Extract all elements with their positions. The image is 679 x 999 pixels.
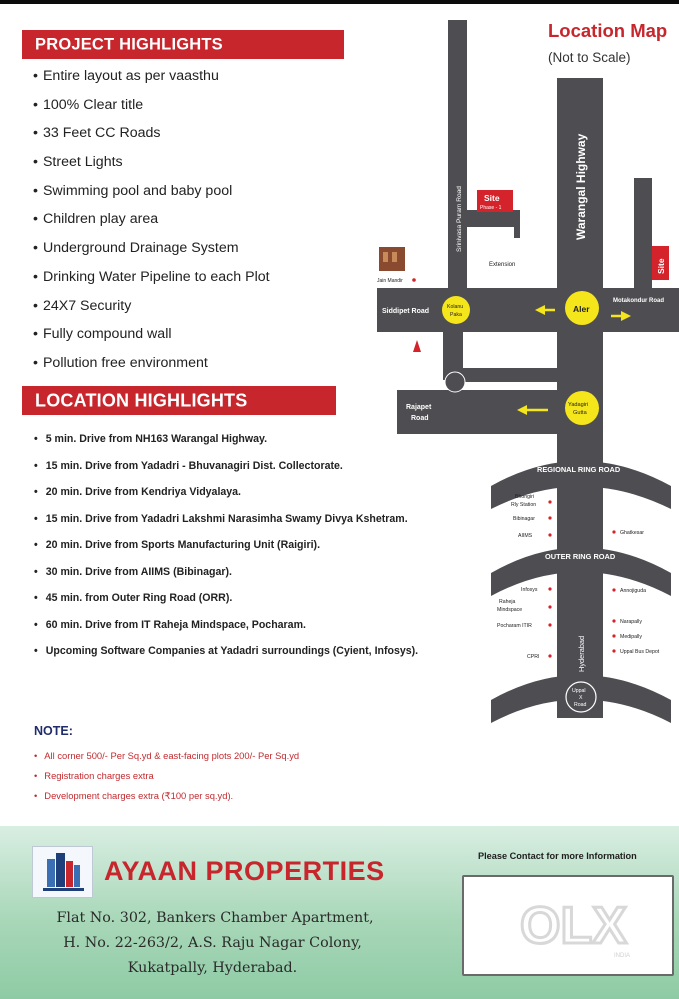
list-item: • 20 min. Drive from Sports Manufacturing Unit (Raigiri).	[34, 532, 418, 559]
yadagiri-label-line1: Yadagiri	[568, 402, 589, 408]
outer-ring-road-label: OUTER RING ROAD	[545, 552, 616, 561]
building-logo-icon	[33, 847, 94, 899]
uppal-label-line3: Road	[574, 702, 587, 708]
list-item: • Upcoming Software Companies at Yadadri surroundings (Cyient, Infosys).	[34, 638, 418, 665]
rajapet-road-label-line2: Road	[411, 415, 429, 422]
inner-connector-road	[463, 368, 557, 382]
ghatkesar-label: Ghatkesar	[620, 530, 644, 536]
list-item: • Entire layout as per vaasthu	[33, 62, 270, 91]
project-highlights-title: PROJECT HIGHLIGHTS	[35, 35, 223, 53]
raheja-label-line1: Raheja	[499, 599, 516, 605]
olx-watermark	[464, 877, 672, 974]
site-right-label: Site	[656, 258, 666, 274]
list-item: • 45 min. from Outer Ring Road (ORR).	[34, 585, 418, 612]
list-item: • Fully compound wall	[33, 320, 270, 349]
note-title: NOTE:	[34, 724, 73, 738]
uppal-depot-label: Uppal Bus Depot	[620, 649, 660, 655]
list-item: • 15 min. Drive from Yadadri - Bhuvanagiri Dist. Collectorate.	[34, 453, 418, 480]
yadagiri-gutta-marker	[565, 391, 599, 425]
list-item: • 100% Clear title	[33, 91, 270, 120]
list-item: • 33 Feet CC Roads	[33, 119, 270, 148]
map-subtitle: (Not to Scale)	[548, 50, 631, 65]
list-item: • 60 min. Drive from IT Raheja Mindspace, Pocharam.	[34, 612, 418, 639]
medipally-label: Medipally	[620, 634, 642, 640]
annojiguda-label: Annojiguda	[620, 588, 646, 594]
aler-label: Aler	[573, 304, 590, 314]
list-item: • 5 min. Drive from NH163 Warangal Highway.	[34, 426, 418, 453]
shrine-icon	[413, 340, 421, 352]
list-item: • Pollution free environment	[33, 349, 270, 378]
infosys-label: Infosys	[521, 587, 538, 593]
list-item: • 15 min. Drive from Yadadri Lakshmi Narasimha Swamy Divya Kshetram.	[34, 506, 418, 533]
rajapet-road-label-line1: Rajapet	[406, 404, 432, 411]
roads	[377, 20, 679, 723]
cpri-label: CPRI	[527, 654, 540, 660]
list-item: • Swimming pool and baby pool	[33, 177, 270, 206]
note-item: • Development charges extra (₹100 per sq.yd).	[34, 786, 299, 806]
bhongir-label-line2: Rly Station	[511, 502, 537, 508]
list-item: • Drinking Water Pipeline to each Plot	[33, 263, 270, 292]
aiims-label: AIIMS	[518, 533, 533, 539]
jain-mandir-label: Jain Mandir	[377, 278, 403, 284]
siddipet-road-label: Siddipet Road	[382, 308, 430, 315]
olx-watermark-text: OLX	[520, 897, 627, 955]
kolanu-paka-label-line1: Kolanu	[447, 304, 464, 310]
address-line-3: Kukatpally, Hyderabad.	[127, 960, 298, 976]
bhongir-label-line1: Bhongiri	[515, 494, 535, 500]
warangal-highway-label: Warangal Highway	[574, 133, 588, 240]
list-item: • 30 min. Drive from AIIMS (Bibinagar).	[34, 559, 418, 586]
site-branch-road	[467, 210, 520, 227]
narapally-label: Narapally	[620, 619, 642, 625]
kolanu-paka-marker	[442, 296, 470, 324]
pocharam-itir-label: Pocharam ITIR	[497, 623, 532, 629]
bibinagar-label: Bibinagar	[513, 516, 535, 522]
place-dots-right	[612, 530, 615, 652]
rajapet-road	[397, 390, 557, 434]
place-labels-right	[620, 530, 660, 655]
uppal-label-line2: X	[579, 695, 583, 701]
brand-name: AYAAN PROPERTIES	[104, 856, 385, 886]
temple-icon	[379, 247, 405, 271]
contact-box	[462, 875, 674, 976]
address-line-2: H. No. 22-263/2, A.S. Raju Nagar Colony,	[63, 935, 362, 951]
site-phase1-label: Site	[484, 193, 500, 203]
regional-ring-road-label: REGIONAL RING ROAD	[537, 465, 621, 474]
hyderabad-label: Hyderabad	[577, 635, 586, 672]
address-line-1: Flat No. 302, Bankers Chamber Apartment,	[56, 910, 374, 926]
list-item: • Children play area	[33, 205, 270, 234]
map-title: Location Map	[548, 20, 668, 41]
junction-marker	[445, 372, 465, 392]
list-item: • Street Lights	[33, 148, 270, 177]
company-logo	[32, 846, 93, 898]
uppal-label-line1: Uppal	[572, 688, 586, 694]
olx-watermark-subtext: INDIA	[614, 953, 631, 959]
yadagiri-label-line2: Gutta	[573, 410, 587, 416]
jain-mandir-dot	[412, 278, 416, 282]
raheja-label-line2: Mindspace	[497, 607, 523, 613]
note-item: • Registration charges extra	[34, 766, 299, 786]
extension-label: Extension	[489, 262, 516, 268]
location-highlights-title: LOCATION HIGHLIGHTS	[35, 390, 248, 410]
site-phase1-sublabel: Phase - 1	[480, 205, 502, 211]
kolanu-paka-label-line2: Paka	[450, 312, 462, 318]
place-dots-left	[548, 500, 551, 657]
contact-label: Please Contact for more Information	[478, 851, 637, 861]
note-item: • All corner 500/- Per Sq.yd & east-facing plots 200/- Per Sq.yd	[34, 746, 299, 766]
list-item: • 24X7 Security	[33, 292, 270, 321]
srinivasa-puram-road-label: Srinivasa Puram Road	[456, 186, 463, 252]
right-branch-road	[634, 178, 652, 288]
motakondur-road-label: Motakondur Road	[613, 298, 664, 304]
list-item: • 20 min. Drive from Kendriya Vidyalaya.	[34, 479, 418, 506]
list-item: • Underground Drainage System	[33, 234, 270, 263]
site-branch-road-vertical	[514, 210, 520, 238]
